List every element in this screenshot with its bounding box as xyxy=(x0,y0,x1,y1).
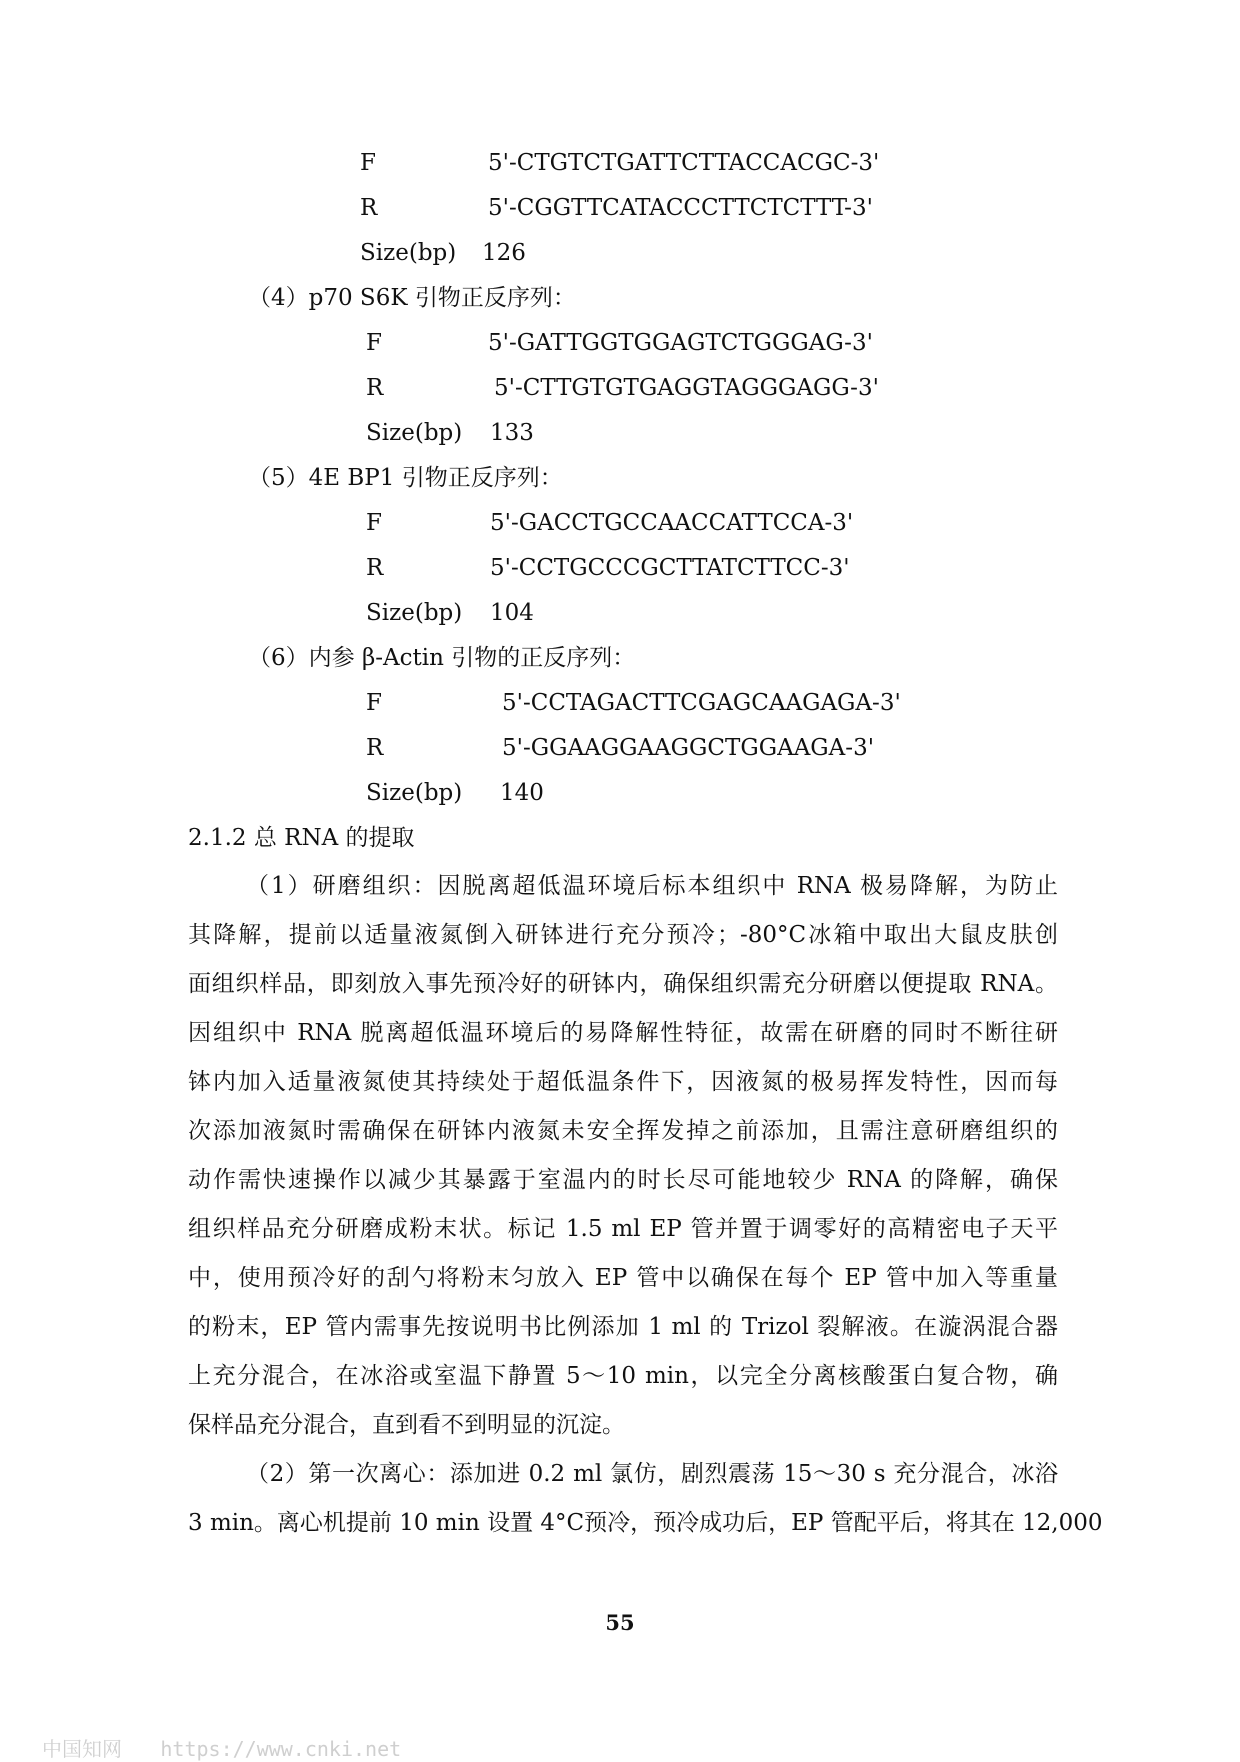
primer-label: R xyxy=(366,375,384,401)
primer-sequence: 5'-CCTAGACTTCGAGCAAGAGA-3' xyxy=(502,690,901,716)
primer-label: Size(bp) xyxy=(360,240,457,266)
primer-label: F xyxy=(360,150,376,176)
primer-label: Size(bp) xyxy=(366,420,463,446)
paragraph-line: 的粉末，EP 管内需事先按说明书比例添加 1 ml 的 Trizol 裂解液。在漩涡混合器 xyxy=(188,1314,1058,1340)
body-paragraph xyxy=(188,1450,1103,1548)
primer-sequence: 5'-CCTGCCCGCTTATCTTCC-3' xyxy=(490,555,850,581)
primer-size: 126 xyxy=(482,240,526,266)
primer-sequence: 5'-CTTGTGTGAGGTAGGGAGG-3' xyxy=(494,375,879,401)
page-number: 55 xyxy=(605,1610,635,1635)
primer-label: R xyxy=(366,735,384,761)
paragraph-line: 动作需快速操作以减少其暴露于室温内的时长尽可能地较少 RNA 的降解，确保 xyxy=(188,1167,1058,1193)
section-heading: 2.1.2 总 RNA 的提取 xyxy=(188,825,415,851)
primer-label: F xyxy=(366,510,382,536)
body-paragraph xyxy=(188,862,1058,1450)
paragraph-line: 中，使用预冷好的刮勺将粉末匀放入 EP 管中以确保在每个 EP 管中加入等重量 xyxy=(188,1265,1058,1291)
primer-sequence: 5'-CGGTTCATACCCTTCTCTTT-3' xyxy=(488,195,873,221)
primer-size: 140 xyxy=(500,780,544,806)
cnki-url: https://www.cnki.net xyxy=(160,1737,402,1761)
primer-label: F xyxy=(366,330,382,356)
primer-sequence: 5'-GGAAGGAAGGCTGGAAGA-3' xyxy=(502,735,875,761)
primer-group-heading: （6）内参 β-Actin 引物的正反序列： xyxy=(248,645,636,671)
paragraph-line: 其降解，提前以适量液氮倒入研钵进行充分预冷；-80°C冰箱中取出大鼠皮肤创 xyxy=(188,922,1058,948)
primer-sequence: 5'-GACCTGCCAACCATTCCA-3' xyxy=(490,510,854,536)
primer-group-heading: （4）p70 S6K 引物正反序列： xyxy=(248,285,576,311)
primer-group-heading: （5）4E BP1 引物正反序列： xyxy=(248,465,563,491)
paragraph-line: （2）第一次离心：添加进 0.2 ml 氯仿，剧烈震荡 15～30 s 充分混合，冰浴 xyxy=(246,1461,1058,1487)
primer-label: Size(bp) xyxy=(366,600,463,626)
paragraph-line: 上充分混合，在冰浴或室温下静置 5～10 min，以完全分离核酸蛋白复合物，确 xyxy=(188,1363,1058,1389)
primer-size: 133 xyxy=(490,420,534,446)
paragraph-line: 次添加液氮时需确保在研钵内液氮未安全挥发掉之前添加，且需注意研磨组织的 xyxy=(188,1118,1058,1144)
paragraph-line: 3 min。离心机提前 10 min 设置 4°C预冷，预冷成功后，EP 管配平后，将其在 12,000 xyxy=(188,1510,1103,1536)
primer-sequence: 5'-GATTGGTGGAGTCTGGGAG-3' xyxy=(488,330,873,356)
paragraph-line: 因组织中 RNA 脱离超低温环境后的易降解性特征，故需在研磨的同时不断往研 xyxy=(188,1020,1058,1046)
paragraph-line: 保样品充分混合，直到看不到明显的沉淀。 xyxy=(188,1412,625,1438)
primer-label: R xyxy=(366,555,384,581)
primer-label: Size(bp) xyxy=(366,780,463,806)
cnki-logo-text: 中国知网 xyxy=(42,1737,122,1761)
primer-label: F xyxy=(366,690,382,716)
paragraph-line: （1）研磨组织：因脱离超低温环境后标本组织中 RNA 极易降解，为防止 xyxy=(246,873,1058,899)
primer-sequence: 5'-CTGTCTGATTCTTACCACGC-3' xyxy=(488,150,880,176)
primer-size: 104 xyxy=(490,600,534,626)
footer-watermark xyxy=(42,1733,401,1762)
paragraph-line: 钵内加入适量液氮使其持续处于超低温条件下，因液氮的极易挥发特性，因而每 xyxy=(188,1069,1058,1095)
primer-label: R xyxy=(360,195,378,221)
paragraph-line: 组织样品充分研磨成粉末状。标记 1.5 ml EP 管并置于调零好的高精密电子天平 xyxy=(188,1216,1058,1242)
paragraph-line: 面组织样品，即刻放入事先预冷好的研钵内，确保组织需充分研磨以便提取 RNA。 xyxy=(188,971,1058,997)
